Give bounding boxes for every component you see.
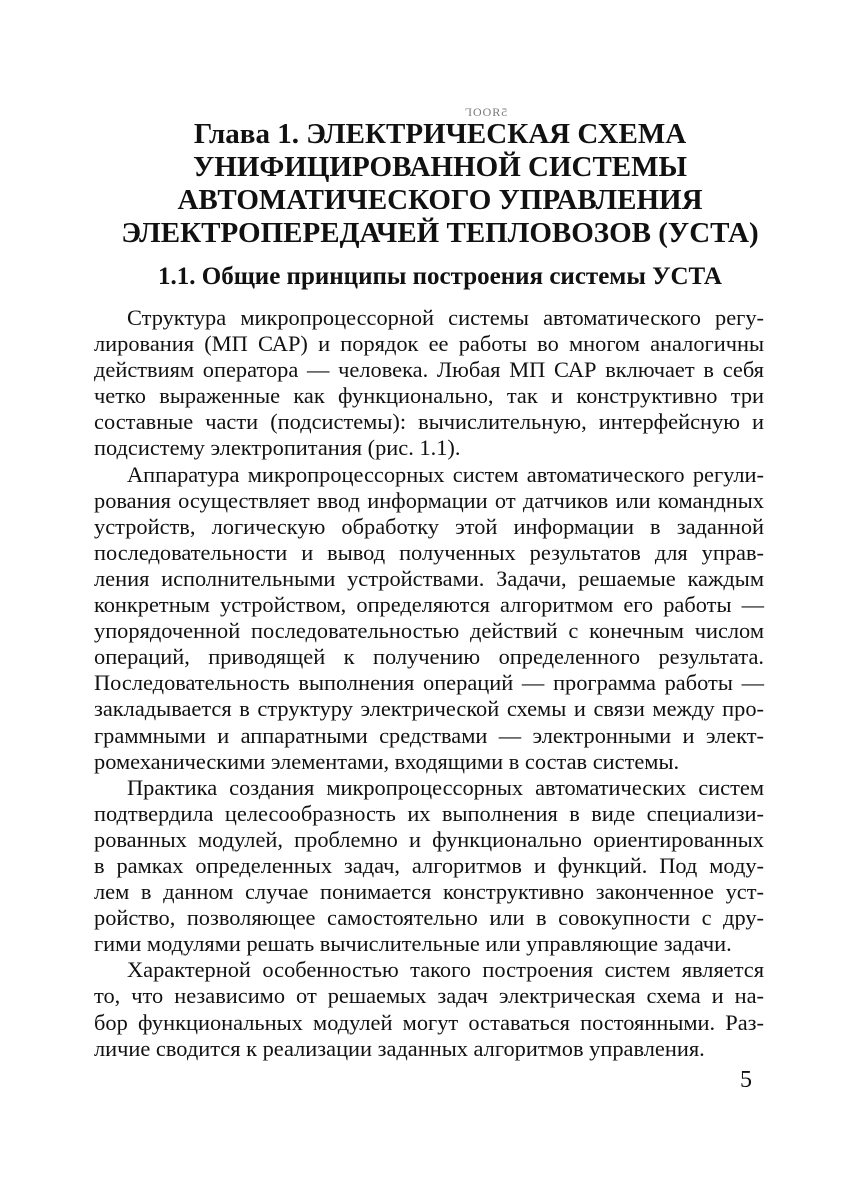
text-line: в рамках определенных задач, алгоритмов и функций. Под моду-: [94, 852, 764, 878]
text-line: лирования (МП САР) и порядок ее работы во многом аналогичны: [94, 331, 764, 357]
chapter-title-line: УНИФИЦИРОВАННОЙ СИСТЕМЫ: [193, 151, 687, 183]
text-line: подсистему электропитания (рис. 1.1).: [94, 435, 461, 461]
body-text: [94, 305, 764, 1062]
text-line: подтвердила целесообразность их выполнения в виде специализи-: [94, 800, 764, 826]
text-line: граммными и аппаратными средствами — электронными и элект-: [94, 722, 764, 748]
text-line: составные части (подсистемы): вычислительную, интерфейсную и: [94, 409, 764, 435]
text-line: бор функциональных модулей могут оставаться постоянными. Раз-: [94, 1009, 764, 1035]
text-line: то, что независимо от решаемых задач электрическая схема и на-: [94, 983, 764, 1009]
paragraph-3: [94, 775, 764, 958]
text-line: четко выраженные как функционально, так и конструктивно три: [94, 383, 764, 409]
chapter-title-line: АВТОМАТИЧЕСКОГО УПРАВЛЕНИЯ: [177, 184, 703, 216]
section-title: 1.1. Общие принципы построения системы УСТА: [158, 263, 722, 290]
text-line: личие сводится к реализации заданных алгоритмов управления.: [94, 1035, 705, 1061]
text-line: гими модулями решать вычислительные или управляющие задачи.: [94, 931, 732, 957]
text-line: упорядоченной последовательностью действий с конечным числом: [94, 618, 764, 644]
text-line: рования осуществляет ввод информации от датчиков или командных: [94, 487, 764, 513]
text-line: ройство, позволяющее самостоятельно или в совокупности с дру-: [94, 905, 764, 931]
text-line: рованных модулей, проблемно и функционально ориентированных: [94, 826, 764, 852]
text-line: ления исполнительными устройствами. Задачи, решаемые каждым: [94, 565, 764, 591]
chapter-title-line: Глава 1. ЭЛЕКТРИЧЕСКАЯ СХЕМА: [193, 118, 687, 150]
text-line: Структура микропроцессорной системы автоматического регу-: [127, 305, 764, 330]
text-line: устройств, логическую обработку этой информации в заданной: [94, 513, 764, 539]
paragraph-2: [94, 462, 764, 775]
page-number: 5: [740, 1067, 752, 1093]
text-line: ромеханическими элементами, входящими в состав системы.: [94, 748, 680, 774]
text-line: конкретным устройством, определяются алгоритмом его работы —: [94, 592, 764, 618]
text-line: закладывается в структуру электрической схемы и связи между про-: [94, 696, 764, 722]
text-line: последовательности и вывод полученных результатов для управ-: [94, 539, 764, 565]
chapter-title-line: ЭЛЕКТРОПЕРЕДАЧЕЙ ТЕПЛОВОЗОВ (УСТА): [121, 217, 759, 249]
text-line: лем в данном случае понимается конструктивно законченное уст-: [94, 879, 764, 905]
library-stamp: 5ЯООГ: [464, 105, 508, 119]
text-line: Последовательность выполнения операций — программа работы —: [94, 670, 764, 696]
paragraph-4: [94, 957, 764, 1061]
text-line: Практика создания микропроцессорных автоматических систем: [127, 774, 764, 800]
text-line: операций, приводящей к получению определенного результата.: [94, 644, 764, 670]
text-line: Характерной особенностью такого построения систем является: [127, 957, 764, 983]
chapter-title: [100, 118, 780, 250]
text-line: действиям оператора — человека. Любая МП САР включает в себя: [94, 357, 764, 383]
text-line: Аппаратура микропроцессорных систем автоматического регули-: [127, 461, 764, 487]
paragraph-1: [94, 305, 764, 462]
